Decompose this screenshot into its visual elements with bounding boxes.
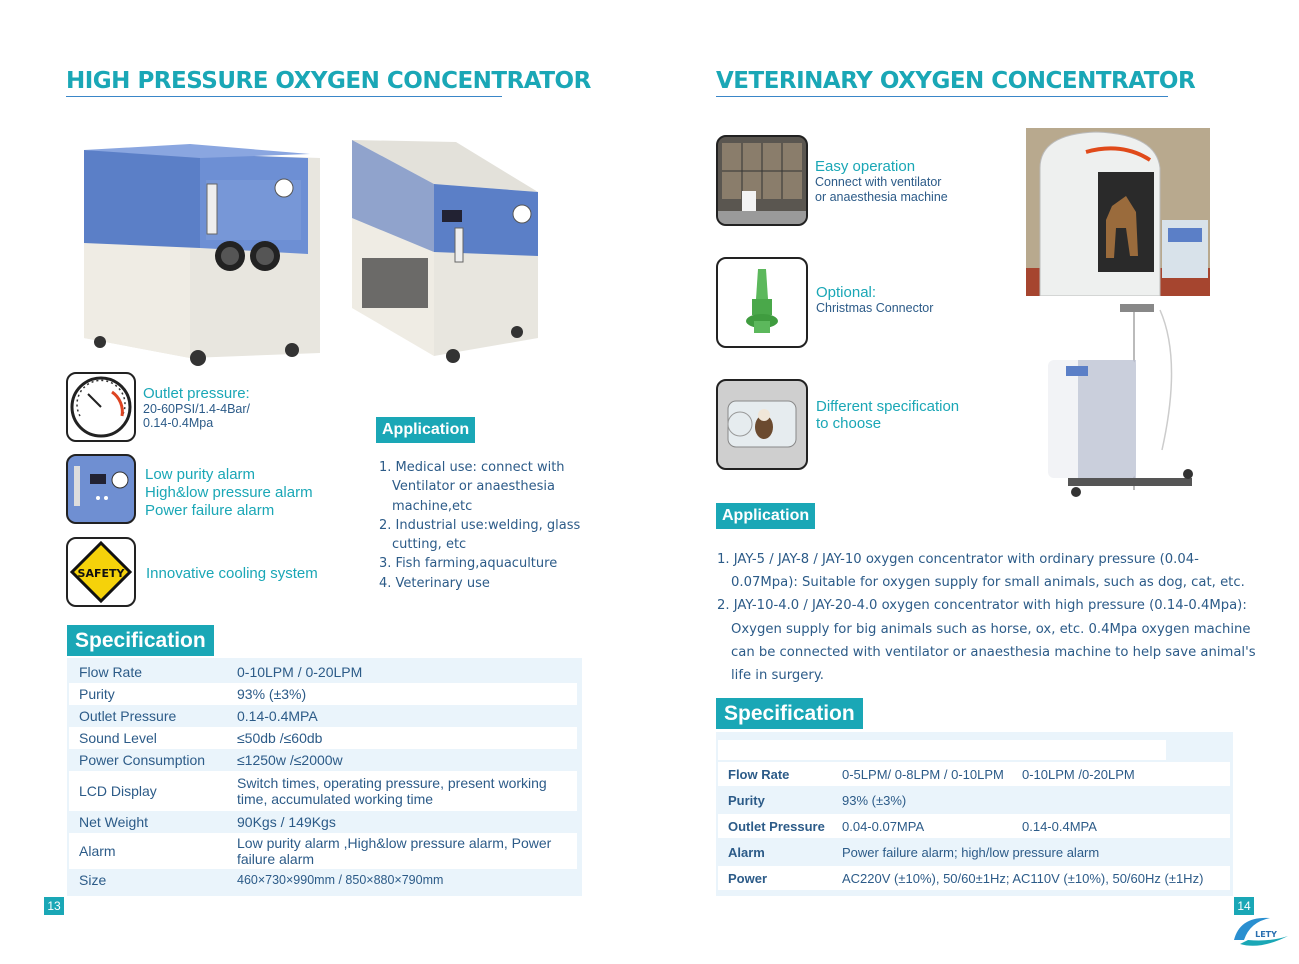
left-application-line: 4. Veterinary use bbox=[379, 575, 490, 591]
left-spec-table bbox=[69, 661, 577, 891]
spec-value: 90Kgs / 149Kgs bbox=[227, 811, 577, 833]
right-application-list bbox=[717, 548, 1256, 687]
power-failure-alarm-text: Power failure alarm bbox=[145, 502, 275, 519]
pressure-alarm-text: High&low pressure alarm bbox=[145, 484, 313, 501]
right-spec-header-strip bbox=[718, 740, 1166, 760]
christmas-connector-text: Christmas Connector bbox=[816, 301, 934, 315]
left-application-heading: Application bbox=[376, 417, 475, 443]
high-pressure-concentrator-photos bbox=[70, 128, 590, 373]
left-application-line: 1. Medical use: connect with bbox=[379, 460, 565, 475]
right-application-line: 1. JAY-5 / JAY-8 / JAY-10 oxygen concentrator with ordinary pressure (0.04- bbox=[717, 552, 1199, 567]
safety-sign-label: SAFETY bbox=[77, 567, 125, 580]
control-panel-icon bbox=[66, 454, 136, 524]
left-application-line: machine,etc bbox=[392, 498, 473, 514]
spec-value: 93% (±3%) bbox=[227, 683, 577, 705]
left-page-title: HIGH PRESSURE OXYGEN CONCENTRATOR bbox=[66, 68, 591, 94]
right-application-line: life in surgery. bbox=[731, 668, 824, 684]
vet-spec-value-1: AC220V (±10%), 50/60±1Hz; AC110V (±10%), 50/60Hz (±1Hz) bbox=[832, 866, 1230, 890]
vet-spec-value-2: 0-10LPM /0-20LPM bbox=[1012, 762, 1230, 786]
right-application-line: Oxygen supply for big animals such as horse, ox, etc. 0.4Mpa oxygen machine bbox=[731, 621, 1251, 637]
left-title-rule bbox=[66, 96, 502, 97]
outlet-pressure-title: Outlet pressure: bbox=[143, 385, 250, 402]
different-spec-line: to choose bbox=[816, 415, 882, 432]
spec-value: 0.14-0.4MPA bbox=[227, 705, 577, 727]
outlet-pressure-line-1: 20-60PSI/1.4-4Bar/ bbox=[143, 402, 251, 416]
spec-value: ≤1250w /≤2000w bbox=[227, 749, 577, 771]
left-application-list bbox=[379, 458, 580, 593]
vet-spec-value-1: 93% (±3%) bbox=[832, 788, 1230, 812]
left-application-line: 3. Fish farming,aquaculture bbox=[379, 556, 558, 572]
spec-value: 460×730×990mm / 850×880×790mm bbox=[227, 869, 577, 891]
animal-cages-icon bbox=[716, 135, 808, 226]
outlet-pressure-line-2: 0.14-0.4Mpa bbox=[143, 416, 214, 430]
vet-spec-value-2: 0.14-0.4MPA bbox=[1012, 814, 1230, 838]
left-application-line: Ventilator or anaesthesia bbox=[392, 479, 555, 495]
spec-label: LCD Display bbox=[69, 771, 227, 811]
right-application-line: 0.07Mpa): Suitable for oxygen supply for small animals, such as dog, cat, etc. bbox=[731, 575, 1245, 591]
vet-spec-label: Purity bbox=[718, 788, 832, 812]
spec-value: Low purity alarm ,High&low pressure alarm, Power failure alarm bbox=[227, 833, 577, 869]
easy-operation-line-1: Connect with ventilator bbox=[815, 175, 942, 189]
spec-label: Alarm bbox=[69, 833, 227, 869]
low-purity-alarm-text: Low purity alarm bbox=[145, 466, 256, 483]
spec-label: Flow Rate bbox=[69, 661, 227, 683]
right-spec-heading: Specification bbox=[716, 698, 863, 729]
spec-label: Power Consumption bbox=[69, 749, 227, 771]
left-application-line: 2. Industrial use:welding, glass bbox=[379, 517, 581, 533]
optional-title: Optional: bbox=[816, 284, 877, 301]
horse-chamber-photo bbox=[1026, 128, 1210, 296]
logo-text: LETY bbox=[1255, 930, 1277, 939]
spec-label: Size bbox=[69, 869, 227, 891]
cooling-system-text: Innovative cooling system bbox=[146, 565, 318, 582]
safety-sign-icon bbox=[66, 537, 136, 607]
left-page-number: 13 bbox=[44, 897, 64, 915]
spec-value: ≤50db /≤60db bbox=[227, 727, 577, 749]
vet-spec-label: Alarm bbox=[718, 840, 832, 864]
vet-spec-label: Flow Rate bbox=[718, 762, 832, 786]
connector-icon bbox=[716, 257, 808, 348]
spec-value: Switch times, operating pressure, present working time, accumulated working time bbox=[227, 771, 577, 811]
right-spec-table bbox=[718, 760, 1230, 892]
lety-logo-icon bbox=[1230, 910, 1292, 950]
veterinary-concentrator-photo bbox=[1042, 300, 1198, 502]
vet-spec-value-1: Power failure alarm; high/low pressure alarm bbox=[832, 840, 1230, 864]
vet-spec-value-1: 0.04-0.07MPA bbox=[832, 814, 1012, 838]
vet-spec-label: Outlet Pressure bbox=[718, 814, 832, 838]
right-application-line: can be connected with ventilator or anaesthesia machine to help save animal's bbox=[731, 644, 1256, 660]
right-application-line: 2. JAY-10-4.0 / JAY-20-4.0 oxygen concentrator with high pressure (0.14-0.4Mpa): bbox=[717, 598, 1247, 614]
different-spec-title: Different specification bbox=[816, 398, 960, 415]
spec-value: 0-10LPM / 0-20LPM bbox=[227, 661, 577, 683]
pressure-gauge-icon bbox=[66, 372, 136, 442]
left-spec-heading: Specification bbox=[67, 625, 214, 656]
vet-spec-value-1: 0-5LPM/ 0-8LPM / 0-10LPM bbox=[832, 762, 1012, 786]
spec-label: Purity bbox=[69, 683, 227, 705]
dog-chamber-icon bbox=[716, 379, 808, 470]
right-page-title: VETERINARY OXYGEN CONCENTRATOR bbox=[716, 68, 1196, 94]
easy-operation-title: Easy operation bbox=[815, 158, 916, 175]
spec-label: Net Weight bbox=[69, 811, 227, 833]
spec-label: Sound Level bbox=[69, 727, 227, 749]
easy-operation-line-2: or anaesthesia machine bbox=[815, 190, 948, 204]
right-title-rule bbox=[716, 96, 1168, 97]
vet-spec-label: Power bbox=[718, 866, 832, 890]
right-page-number: 14 bbox=[1234, 897, 1254, 915]
left-application-line: cutting, etc bbox=[392, 537, 467, 553]
right-application-heading: Application bbox=[716, 503, 815, 529]
spec-label: Outlet Pressure bbox=[69, 705, 227, 727]
